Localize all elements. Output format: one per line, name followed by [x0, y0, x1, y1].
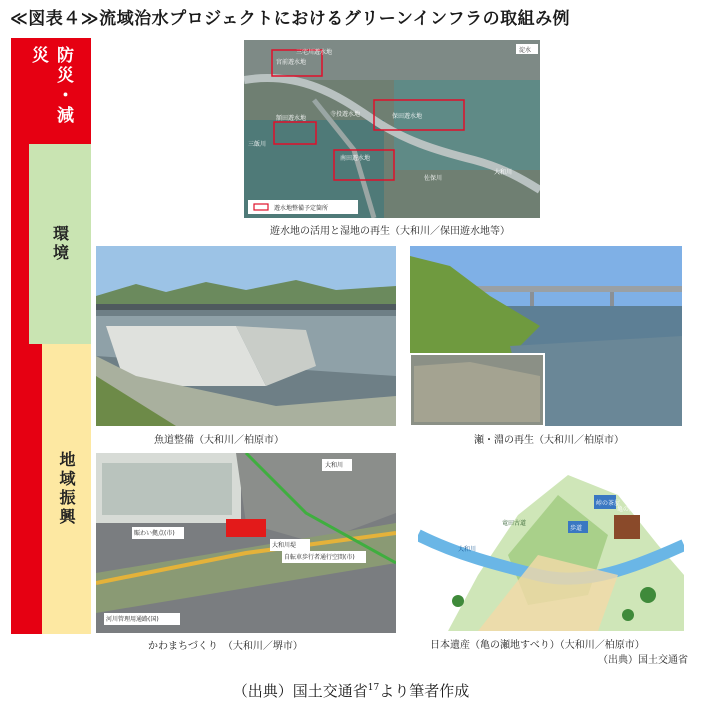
aerial-label: 寺投遊水地 — [330, 111, 361, 118]
town-label: 賑わい拠点(市) — [134, 530, 175, 537]
category-disaster — [11, 38, 91, 144]
shoal-caption: 瀬・淵の再生（大和川／柏原市） — [474, 435, 624, 446]
map-label: 亀の瀬 — [617, 506, 636, 513]
town-label: 大和川 — [325, 462, 344, 469]
source-prefix: （出典）国土交通省 — [232, 682, 368, 700]
category-environment — [29, 144, 91, 344]
category-environment-label: 環境 — [50, 225, 70, 263]
aerial-label: 保田遊水地 — [392, 113, 423, 120]
town-label: 大和川堤 — [272, 542, 297, 549]
aerial-label: 佐保川 — [424, 175, 443, 182]
town-label: 自転車歩行者通行空間(市) — [284, 554, 355, 561]
source-note — [0, 680, 702, 701]
fishway-caption: 魚道整備（大和川／柏原市） — [154, 435, 284, 446]
source-footnote-number: 17 — [367, 683, 380, 693]
category-regional — [42, 344, 91, 634]
category-regional-label: 地域振興 — [57, 451, 76, 527]
fishway-photo — [96, 246, 396, 426]
heritage-illustrated-map — [418, 455, 684, 631]
aerial-legend-text: 遊水地整備予定箇所 — [274, 205, 329, 212]
aerial-caption: 遊水地の活用と湿地の再生（大和川／保田遊水地等） — [270, 226, 510, 237]
map-label: 竜田古道 — [502, 520, 527, 527]
category-disaster-label: 防災・減災 — [28, 46, 73, 126]
map-label: 峠の茶屋 — [596, 500, 621, 507]
map-label: 歩道 — [570, 525, 583, 532]
town-label: 河川管理用通路(国) — [106, 616, 159, 623]
aerial-label: 大和川 — [494, 169, 513, 176]
map-label: 大和川 — [458, 546, 477, 553]
map-caption: 日本遺産（亀の瀬地すべり）（大和川／柏原市） — [430, 640, 645, 651]
aerial-photo-retention-basin — [244, 40, 540, 218]
source-suffix: より筆者作成 — [379, 682, 470, 700]
figure-title: ≪図表４≫流域治水プロジェクトにおけるグリーンインフラの取組み例 — [10, 9, 571, 29]
town-development-photo — [96, 453, 396, 633]
aerial-label: 宮前遊水地 — [276, 59, 307, 66]
shoal-photo — [410, 246, 682, 426]
map-subcaption: （出典）国土交通省 — [598, 655, 688, 666]
aerial-corner-label: 淀水 — [519, 47, 532, 54]
aerial-label: 三宅川遊水地 — [296, 49, 333, 56]
town-caption: かわまちづくり （大和川／堺市） — [148, 641, 303, 652]
aerial-label: 額田遊水地 — [276, 115, 307, 122]
aerial-label: 南田遊水地 — [340, 155, 371, 162]
aerial-label: 三飯川 — [248, 141, 267, 148]
